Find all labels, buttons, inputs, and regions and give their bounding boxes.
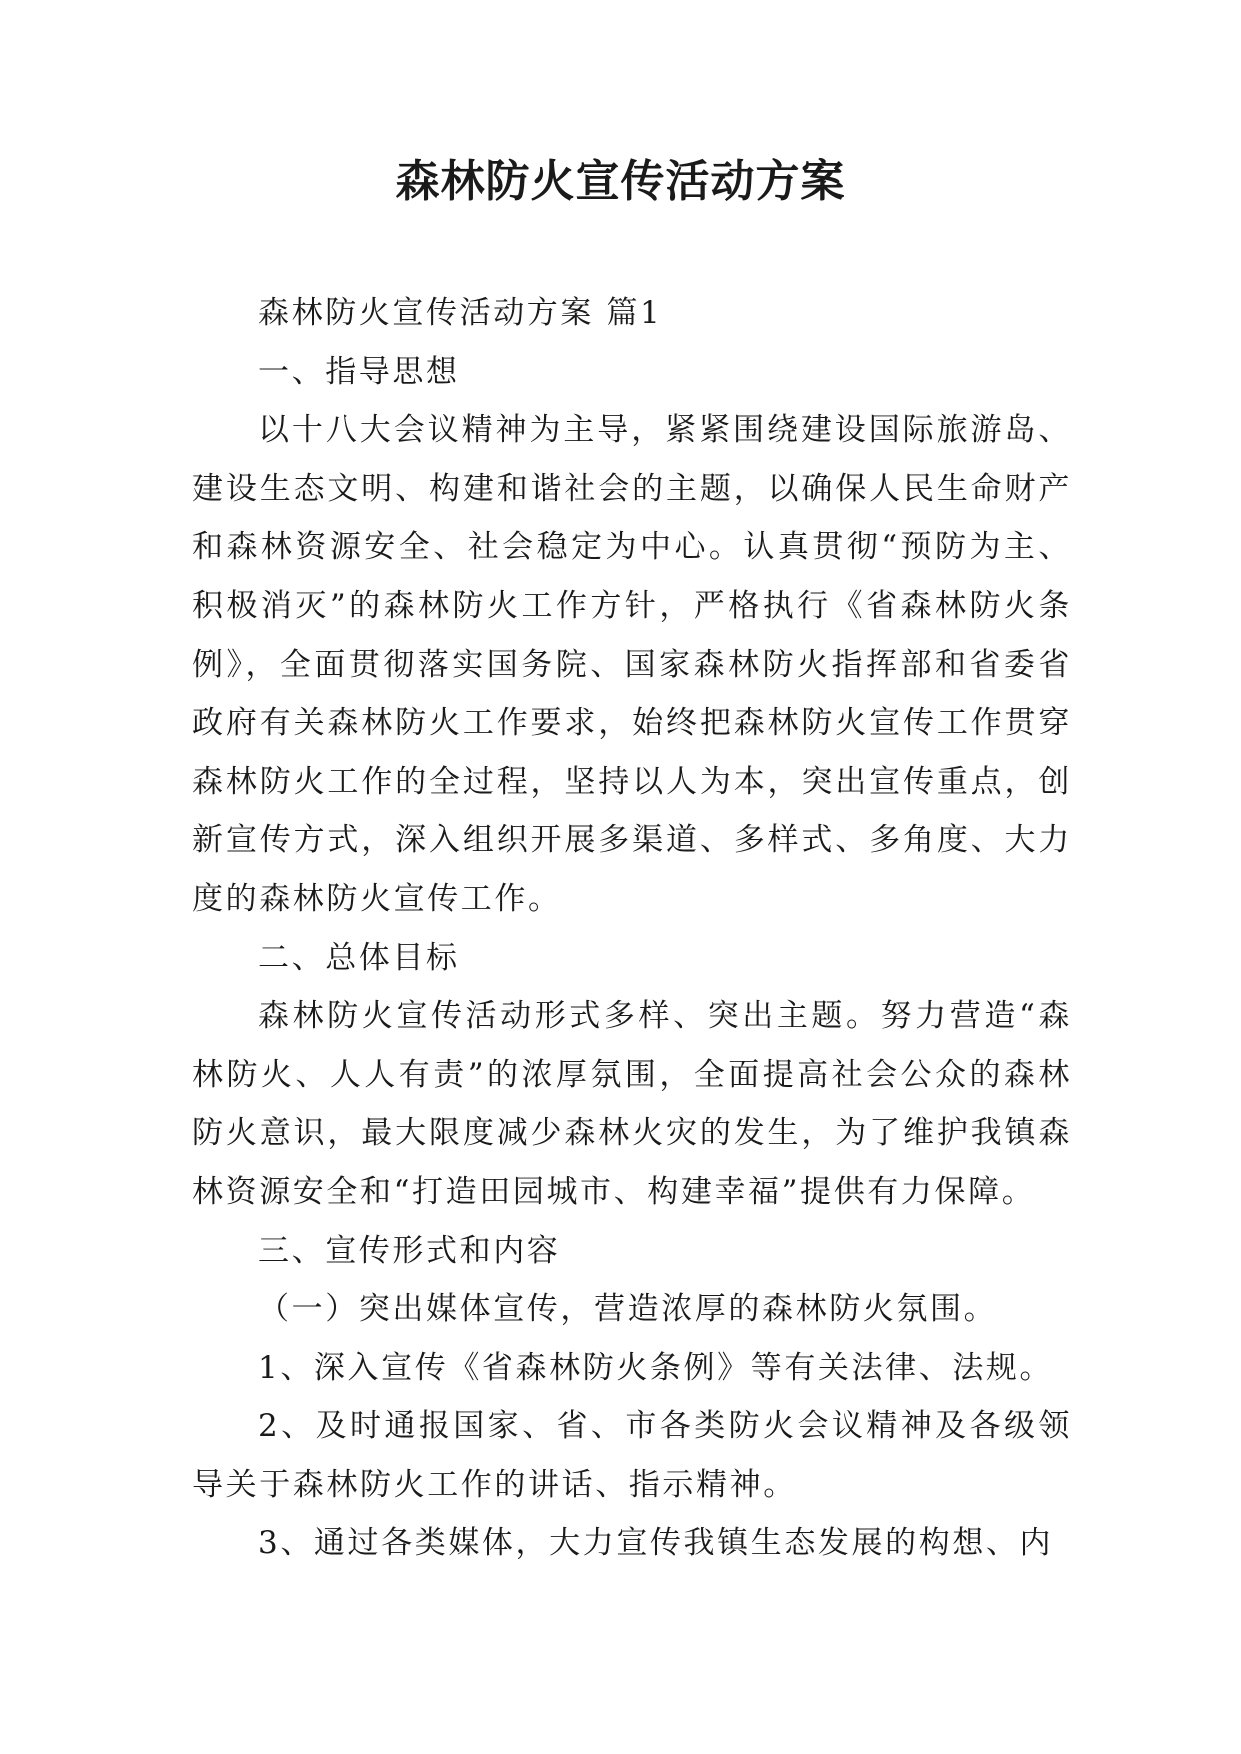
- list-item-3: 3、通过各类媒体，大力宣传我镇生态发展的构想、内: [258, 1525, 1054, 1562]
- heading-guiding-ideology: 一、指导思想: [258, 353, 460, 390]
- document-title: 森林防火宣传活动方案: [395, 156, 846, 207]
- section-title: 森林防火宣传活动方案 篇1: [258, 295, 663, 331]
- subheading-media-publicity: （一）突出媒体宣传，营造浓厚的森林防火氛围。: [258, 1291, 998, 1328]
- paragraph-overall-goal: 森林防火宣传活动形式多样、突出主题。努力营造“森林防火、人人有责”的浓厚氛围，全面提高社会公众的森林防火意识，最大限度减少森林火灾的发生，为了维护我镇森林资源安全和“打造田园城市、构建幸福”提供有力保障。: [192, 998, 1072, 1210]
- heading-overall-goal: 二、总体目标: [258, 939, 460, 976]
- list-item-1: 1、深入宣传《省森林防火条例》等有关法律、法规。: [258, 1349, 1054, 1386]
- list-item-2: 2、及时通报国家、省、市各类防火会议精神及各级领导关于森林防火工作的讲话、指示精神。: [192, 1408, 1072, 1503]
- document-body: [192, 284, 1072, 1573]
- heading-publicity-forms: 三、宣传形式和内容: [258, 1232, 561, 1269]
- paragraph-guiding-ideology: 以十八大会议精神为主导，紧紧围绕建设国际旅游岛、建设生态文明、构建和谐社会的主题，以确保人民生命财产和森林资源安全、社会稳定为中心。认真贯彻“预防为主、积极消灭”的森林防火工作方针，严格执行《省森林防火条例》，全面贯彻落实国务院、国家森林防火指挥部和省委省政府有关森林防火工作要求，始终把森林防火宣传工作贯穿森林防火工作的全过程，坚持以人为本，突出宣传重点，创新宣传方式，深入组织开展多渠道、多样式、多角度、大力度的森林防火宣传工作。: [192, 412, 1072, 917]
